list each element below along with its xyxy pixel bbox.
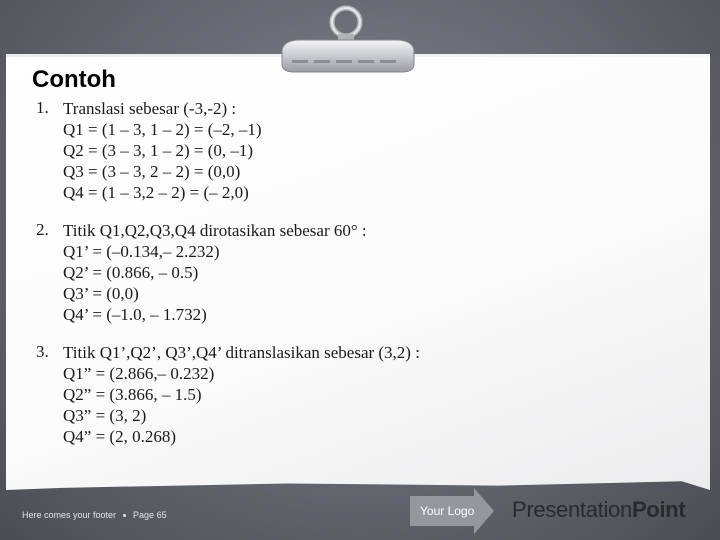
footer-separator	[123, 514, 126, 517]
item-line: Titik Q1,Q2,Q3,Q4 dirotasikan sebesar 60° :	[63, 221, 367, 240]
brand-logo	[512, 497, 685, 523]
brand-regular: Presentation	[512, 497, 632, 522]
item-line: Q1” = (2.866,– 0.232)	[63, 364, 215, 383]
binder-clip-icon	[268, 0, 428, 80]
item-number: 3.	[36, 342, 49, 361]
logo-label: Your Logo	[420, 504, 475, 518]
item-line: Q4 = (1 – 3,2 – 2) = (– 2,0)	[63, 183, 249, 202]
slide-title: Contoh	[32, 66, 116, 93]
list-item	[36, 220, 676, 325]
list-item	[36, 342, 676, 447]
item-line: Q3’ = (0,0)	[63, 284, 139, 303]
footer-text: Here comes your footer	[22, 510, 117, 520]
brand-bold: Point	[631, 497, 686, 522]
item-line: Titik Q1’,Q2’, Q3’,Q4’ ditranslasikan sebesar (3,2) :	[63, 343, 420, 362]
item-line: Q2 = (3 – 3, 1 – 2) = (0, –1)	[63, 141, 254, 160]
item-line: Q4” = (2, 0.268)	[63, 427, 176, 446]
page-number: Page 65	[133, 510, 167, 520]
item-line: Q3 = (3 – 3, 2 – 2) = (0,0)	[63, 162, 241, 181]
item-number: 2.	[36, 220, 49, 239]
footer	[22, 510, 167, 520]
item-line: Q2’ = (0.866, – 0.5)	[63, 263, 199, 282]
item-number: 1.	[36, 98, 49, 117]
item-line: Q4’ = (–1.0, – 1.732)	[63, 305, 207, 324]
item-line: Q1 = (1 – 3, 1 – 2) = (–2, –1)	[63, 120, 262, 139]
item-line: Q2” = (3.866, – 1.5)	[63, 385, 202, 404]
item-line: Translasi sebesar (-3,-2) :	[63, 99, 237, 118]
item-line: Q3” = (3, 2)	[63, 406, 147, 425]
list-item	[36, 98, 676, 203]
item-line: Q1’ = (–0.134,– 2.232)	[63, 242, 220, 261]
slide-content	[36, 98, 676, 464]
